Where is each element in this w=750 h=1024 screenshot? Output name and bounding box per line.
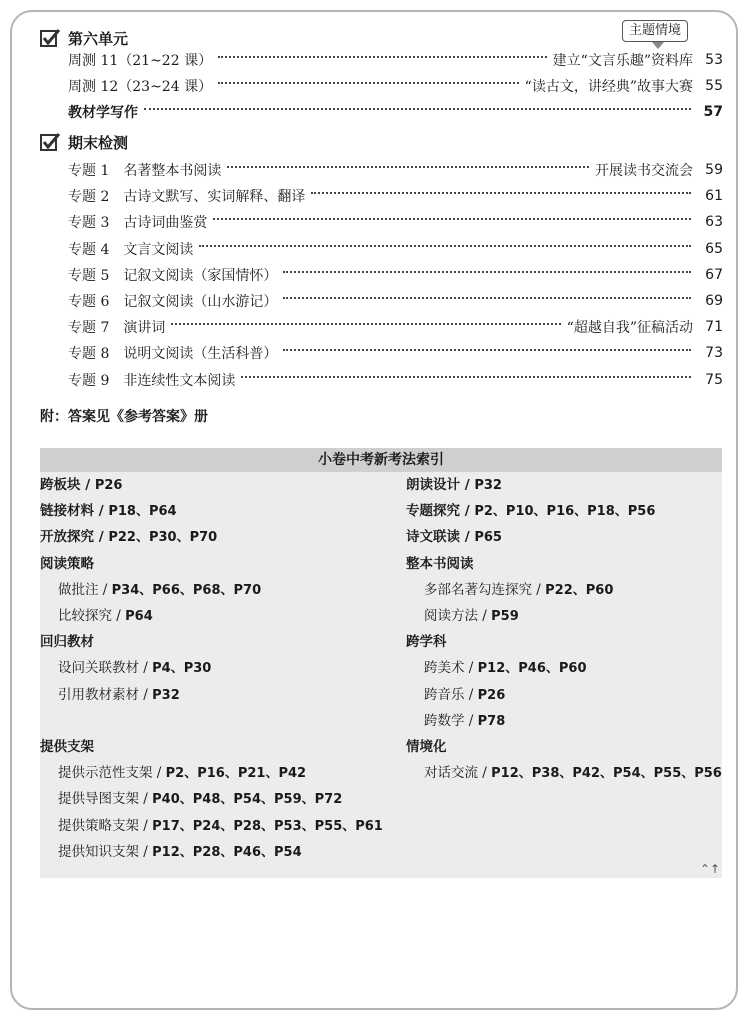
toc-topic: 文言文阅读 bbox=[123, 241, 194, 258]
appendix-note: 附：答案见《参考答案》册 bbox=[40, 409, 208, 425]
index-subitem bbox=[58, 762, 306, 785]
toc-activity: “读古文，讲经典”故事大赛 bbox=[524, 79, 693, 95]
index-separator: / bbox=[139, 843, 153, 860]
toc-label: 专题 2 bbox=[68, 189, 110, 206]
toc-row[interactable] bbox=[68, 157, 723, 183]
index-separator: / bbox=[152, 765, 166, 782]
index-term: 朗读设计 bbox=[406, 477, 460, 493]
index-subitem bbox=[424, 684, 505, 707]
toc-row[interactable] bbox=[68, 340, 723, 366]
index-separator: / bbox=[460, 503, 475, 520]
toc-page-number: 53 bbox=[705, 52, 723, 68]
toc-page-number: 65 bbox=[705, 240, 723, 257]
index-pages: P32 bbox=[474, 478, 502, 493]
index-subitem bbox=[424, 579, 613, 602]
toc-label: 专题 7 bbox=[68, 320, 110, 337]
toc-row[interactable] bbox=[68, 236, 723, 262]
dot-leader bbox=[241, 376, 691, 378]
index-subitem bbox=[424, 657, 587, 680]
index-subitem bbox=[424, 762, 722, 785]
index-subitem bbox=[58, 657, 211, 680]
toc-page-number: 75 bbox=[705, 371, 723, 388]
toc-page-number: 61 bbox=[705, 188, 723, 205]
index-title: 小卷中考新考法索引 bbox=[40, 448, 722, 472]
toc-topic: 说明文阅读（生活科普） bbox=[123, 346, 278, 363]
index-term: 整本书阅读 bbox=[406, 555, 474, 572]
index-pages: P78 bbox=[477, 713, 506, 729]
index-separator: / bbox=[464, 686, 478, 703]
index-separator: / bbox=[98, 581, 112, 598]
checkbox-check-icon bbox=[40, 132, 60, 152]
index-pages: P12、P38、P42、P54、P55、P56 bbox=[491, 766, 722, 782]
toc-activity: “超越自我”征稿活动 bbox=[566, 320, 693, 337]
toc-page-number: 73 bbox=[705, 345, 723, 362]
toc-label: 专题 1 bbox=[68, 163, 110, 179]
index-pages: P40、P48、P54、P59、P72 bbox=[152, 792, 343, 808]
index-separator: / bbox=[460, 529, 475, 546]
index-pages: P4、P30 bbox=[152, 661, 212, 677]
toc-row[interactable] bbox=[68, 73, 723, 99]
toc-row[interactable] bbox=[68, 367, 723, 393]
toc-topic: 名著整本书阅读 bbox=[123, 163, 222, 179]
toc-page-number: 67 bbox=[705, 266, 723, 283]
toc-label: 专题 3 bbox=[68, 215, 110, 232]
index-term: 提供策略支架 bbox=[58, 817, 139, 834]
index-pages: P59 bbox=[491, 609, 519, 624]
toc-topic: 演讲词 bbox=[123, 320, 166, 337]
index-term: 对话交流 bbox=[424, 765, 478, 782]
index-subitem bbox=[58, 841, 302, 864]
index-term: 提供示范性支架 bbox=[58, 765, 153, 782]
dot-leader bbox=[283, 297, 691, 299]
toc-row[interactable] bbox=[68, 209, 723, 235]
unit6-title: 第六单元 bbox=[68, 29, 129, 48]
dot-leader bbox=[171, 323, 560, 325]
index-category bbox=[40, 474, 122, 497]
index-pages: P26 bbox=[477, 687, 506, 703]
toc-label: 专题 5 bbox=[68, 267, 110, 284]
index-category bbox=[40, 553, 94, 575]
toc-page-number: 63 bbox=[705, 214, 723, 231]
toc-row[interactable] bbox=[68, 183, 723, 209]
checkbox-check-icon bbox=[40, 28, 60, 48]
index-separator: / bbox=[139, 686, 153, 703]
toc-page-number: 71 bbox=[705, 319, 723, 336]
index-term: 提供支架 bbox=[40, 739, 94, 755]
theme-context-badge: 主题情境 bbox=[622, 20, 688, 42]
toc-activity: 开展读书交流会 bbox=[595, 163, 693, 179]
dot-leader bbox=[213, 218, 691, 220]
dot-leader bbox=[199, 245, 691, 247]
toc-label: 教材学写作 bbox=[68, 105, 138, 121]
index-term: 跨数学 bbox=[424, 712, 465, 729]
toc-topic: 记叙文阅读（家国情怀） bbox=[123, 267, 278, 284]
dot-leader bbox=[218, 56, 547, 58]
index-pages: P22、P30、P70 bbox=[108, 530, 218, 546]
toc-label: 专题 4 bbox=[68, 241, 110, 258]
toc-label: 专题 8 bbox=[68, 346, 110, 363]
index-subitem bbox=[58, 788, 342, 811]
index-separator: / bbox=[94, 529, 109, 546]
index-separator: / bbox=[139, 791, 153, 808]
index-term: 提供导图支架 bbox=[58, 791, 139, 808]
index-category bbox=[406, 500, 655, 523]
index-term: 情境化 bbox=[406, 739, 447, 755]
index-pages: P2、P16、P21、P42 bbox=[165, 766, 307, 782]
toc-topic: 非连续性文本阅读 bbox=[123, 372, 236, 389]
index-subitem bbox=[58, 605, 153, 628]
toc-label: 周测 12（23~24 课） bbox=[68, 79, 213, 95]
index-separator: / bbox=[139, 660, 153, 677]
index-category bbox=[40, 736, 94, 758]
index-term: 设问关联教材 bbox=[58, 660, 139, 677]
toc-label: 专题 6 bbox=[68, 294, 110, 310]
index-pages: P26 bbox=[94, 478, 123, 493]
toc-row[interactable] bbox=[68, 314, 723, 340]
toc-page-number: 57 bbox=[703, 104, 723, 120]
index-separator: / bbox=[464, 660, 478, 677]
index-category bbox=[406, 553, 474, 575]
index-term: 链接材料 bbox=[40, 503, 94, 520]
index-pages: P2、P10、P16、P18、P56 bbox=[474, 504, 656, 520]
index-term: 跨学科 bbox=[406, 634, 447, 651]
index-separator: / bbox=[478, 765, 492, 782]
index-category bbox=[406, 526, 502, 549]
index-separator: / bbox=[464, 712, 478, 729]
index-pages: P22、P60 bbox=[545, 582, 614, 598]
toc-activity: 建立“文言乐趣”资料库 bbox=[552, 53, 693, 69]
index-separator: / bbox=[478, 608, 492, 624]
toc-topic: 记叙文阅读（山水游记） bbox=[123, 294, 278, 310]
index-subitem bbox=[424, 605, 519, 628]
index-pages: P64 bbox=[125, 609, 153, 624]
index-term: 多部名著勾连探究 bbox=[424, 581, 532, 598]
dot-leader bbox=[218, 82, 519, 84]
index-category bbox=[406, 631, 447, 653]
index-category bbox=[406, 736, 447, 758]
scroll-up-icon[interactable]: ⌃↑ bbox=[700, 862, 721, 876]
final-heading bbox=[40, 130, 128, 154]
index-term: 引用教材素材 bbox=[58, 686, 139, 703]
index-separator: / bbox=[94, 503, 109, 520]
toc-label: 周测 11（21~22 课） bbox=[68, 53, 213, 69]
toc-row[interactable] bbox=[68, 47, 723, 73]
toc-topic: 古诗文默写、实词解释、翻译 bbox=[123, 189, 306, 206]
dot-leader bbox=[283, 349, 691, 351]
dot-leader bbox=[144, 108, 691, 110]
toc-page-number: 69 bbox=[705, 293, 723, 309]
index-separator: / bbox=[139, 817, 153, 834]
index-pages: P12、P28、P46、P54 bbox=[152, 844, 302, 860]
index-pages: P17、P24、P28、P53、P55、P61 bbox=[152, 818, 383, 834]
index-category bbox=[40, 526, 217, 549]
index-separator: / bbox=[112, 608, 126, 624]
index-category bbox=[40, 500, 177, 523]
index-subitem bbox=[58, 815, 383, 838]
index-term: 跨板块 bbox=[40, 477, 81, 493]
index-term: 跨音乐 bbox=[424, 686, 465, 703]
index-separator: / bbox=[80, 477, 95, 493]
index-term: 回归教材 bbox=[40, 634, 94, 651]
index-category bbox=[406, 474, 502, 497]
toc-page-number: 55 bbox=[705, 78, 723, 94]
index-pages: P12、P46、P60 bbox=[477, 661, 587, 677]
index-pages: P32 bbox=[152, 687, 180, 703]
index-term: 跨美术 bbox=[424, 660, 465, 677]
index-category bbox=[40, 631, 94, 653]
dot-leader bbox=[227, 166, 589, 168]
dot-leader bbox=[311, 192, 691, 194]
index-term: 开放探究 bbox=[40, 529, 94, 546]
index-subitem bbox=[58, 684, 180, 707]
index-term: 专题探究 bbox=[406, 503, 460, 520]
index-term: 比较探究 bbox=[58, 608, 112, 624]
toc-label: 专题 9 bbox=[68, 372, 110, 389]
toc-row[interactable] bbox=[68, 99, 723, 125]
index-pages: P18、P64 bbox=[108, 504, 177, 520]
dot-leader bbox=[283, 271, 691, 273]
index-term: 提供知识支架 bbox=[58, 843, 139, 860]
final-title: 期末检测 bbox=[68, 133, 129, 152]
toc-row[interactable] bbox=[68, 262, 723, 288]
index-pages: P65 bbox=[474, 530, 502, 546]
toc-row[interactable] bbox=[68, 288, 723, 314]
index-pages: P34、P66、P68、P70 bbox=[111, 582, 262, 598]
toc-topic: 古诗词曲鉴赏 bbox=[123, 215, 208, 232]
index-term: 诗文联读 bbox=[406, 529, 460, 546]
index-term: 做批注 bbox=[58, 581, 99, 598]
index-subitem bbox=[58, 579, 261, 602]
index-term: 阅读方法 bbox=[424, 608, 478, 624]
index-subitem bbox=[424, 710, 505, 733]
index-term: 阅读策略 bbox=[40, 555, 94, 572]
index-separator: / bbox=[532, 581, 546, 598]
index-separator: / bbox=[460, 477, 475, 493]
toc-page-number: 59 bbox=[705, 162, 723, 178]
